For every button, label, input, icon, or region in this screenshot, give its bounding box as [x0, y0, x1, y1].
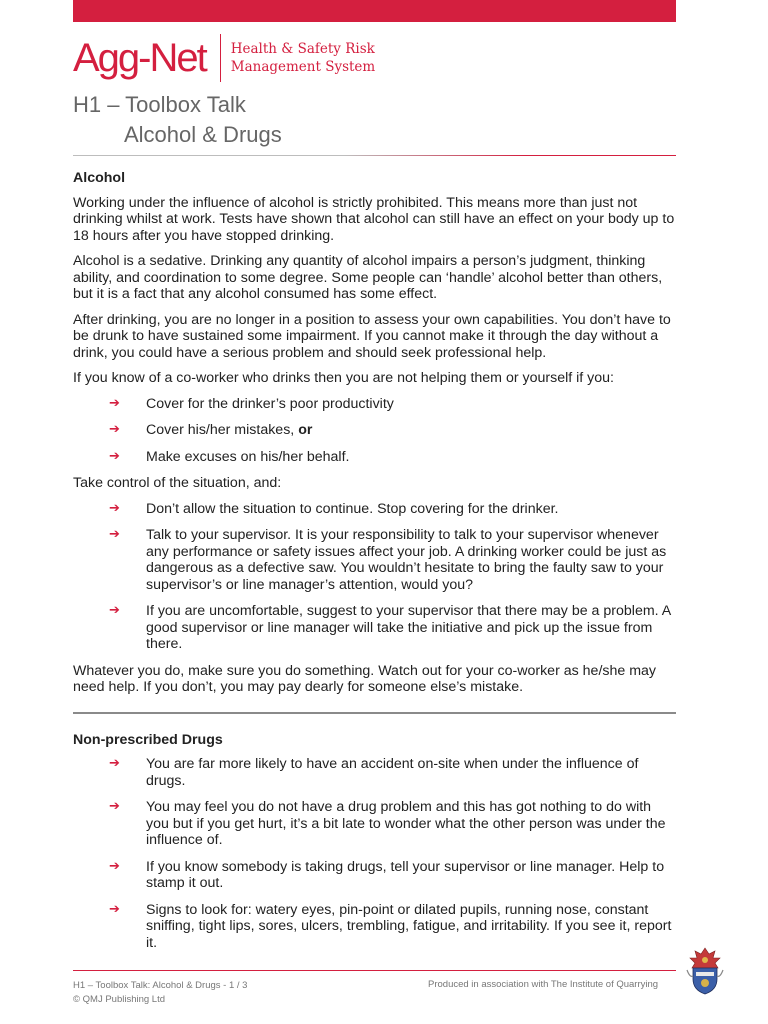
- document-body: [73, 170, 676, 961]
- list-item: ➔ Signs to look for: watery eyes, pin-point or dilated pupils, running nose, constant sniffing, tight lips, sores, ulcers, trembling, fatigue, and irritability. If you see it, report it.: [109, 901, 672, 951]
- arrow-right-icon: ➔: [109, 858, 120, 874]
- arrow-right-icon: ➔: [109, 422, 120, 437]
- list-item: ➔ Don’t allow the situation to continue. Stop covering for the drinker.: [109, 500, 559, 517]
- tagline-line-1: Health & Safety Risk: [230, 41, 375, 57]
- title-rule: [73, 155, 676, 156]
- footer-rule: [73, 970, 676, 971]
- arrow-right-icon: ➔: [109, 901, 120, 917]
- footer-credit: Produced in association with The Institute of Quarrying: [428, 979, 659, 990]
- document-subtitle: Alcohol & Drugs: [124, 122, 282, 147]
- arrow-right-icon: ➔: [109, 603, 120, 618]
- footer-page-info: H1 – Toolbox Talk: Alcohol & Drugs - 1 / 3: [73, 980, 248, 991]
- arrow-right-icon: ➔: [109, 448, 120, 464]
- section-divider: [73, 712, 676, 714]
- arrow-right-icon: ➔: [109, 799, 120, 814]
- drugs-list: [73, 756, 676, 951]
- list-item: ➔ Cover his/her mistakes, or: [109, 422, 313, 438]
- tagline: [231, 40, 375, 76]
- aggnet-logo: Agg-Net: [73, 36, 206, 80]
- logo-separator: [220, 34, 221, 82]
- arrow-right-icon: ➔: [109, 500, 120, 516]
- document-title: H1 – Toolbox Talk: [73, 92, 246, 117]
- institute-crest-icon: [684, 946, 726, 996]
- list-item: ➔ If you know somebody is taking drugs, tell your supervisor or line manager. Help to stamp it out.: [109, 858, 665, 891]
- tagline-line-2: Management System: [230, 59, 376, 75]
- alcohol-heading: Alcohol: [73, 170, 126, 186]
- take-control-list: [73, 501, 676, 653]
- arrow-right-icon: ➔: [109, 395, 120, 411]
- header-bar: [73, 0, 676, 22]
- arrow-right-icon: ➔: [109, 756, 120, 771]
- bold-or: or: [298, 422, 313, 438]
- list-item: ➔ You are far more likely to have an accident on-site when under the influence of drugs.: [109, 756, 639, 789]
- list-item: ➔ You may feel you do not have a drug problem and this has got nothing to do with you but if you get hurt, it’s a bit late to wonder what the other person was under the influence of.: [109, 799, 666, 848]
- brand-block: [73, 33, 375, 83]
- footer-left: [73, 979, 247, 1007]
- paragraph: Working under the influence of alcohol is strictly prohibited. This means more than just not drinking whilst at work. Tests have shown that alcohol can still have an effect on your body up to 18 hours after you have stopped drinking.: [73, 194, 675, 244]
- list-item: ➔ Make excuses on his/her behalf.: [109, 448, 350, 465]
- drugs-heading: Non-prescribed Drugs: [73, 731, 223, 748]
- paragraph: Whatever you do, make sure you do something. Watch out for your co-worker as he/she may need help. If you don’t, you may pay dearly for someone else’s mistake.: [73, 662, 657, 695]
- paragraph: Alcohol is a sedative. Drinking any quantity of alcohol impairs a person’s judgment, thinking ability, and coordination to some degree. Some people can ‘handle’ alcohol better than others, but it is a fact that any alcohol consumed has some effect.: [73, 253, 663, 302]
- arrow-right-icon: ➔: [109, 527, 120, 542]
- list-item: ➔ Cover for the drinker’s poor productivity: [109, 395, 394, 412]
- paragraph: Take control of the situation, and:: [73, 475, 282, 491]
- footer-copyright: © QMJ Publishing Ltd: [73, 994, 166, 1005]
- paragraph: After drinking, you are no longer in a position to assess your own capabilities. You don’t have to be drunk to have sustained some impairment. If you cannot make it through the day without a drink, you could have a serious problem and should seek professional help.: [73, 311, 671, 361]
- list-item: ➔ Talk to your supervisor. It is your responsibility to talk to your supervisor whenever any performance or safety issues affect your job. A drinking worker could be just as dangerous as a defective saw. You wouldn’t hesitate to bring the faulty saw to your supervisor’s or line manager’s attention, would you?: [109, 527, 667, 593]
- coworker-list: [73, 396, 676, 466]
- paragraph: If you know of a co-worker who drinks then you are not helping them or yourself if you:: [73, 370, 614, 386]
- list-item: ➔ If you are uncomfortable, suggest to your supervisor that there may be a problem. A good supervisor or line manager will take the initiative and pick up the issue from there.: [109, 603, 671, 652]
